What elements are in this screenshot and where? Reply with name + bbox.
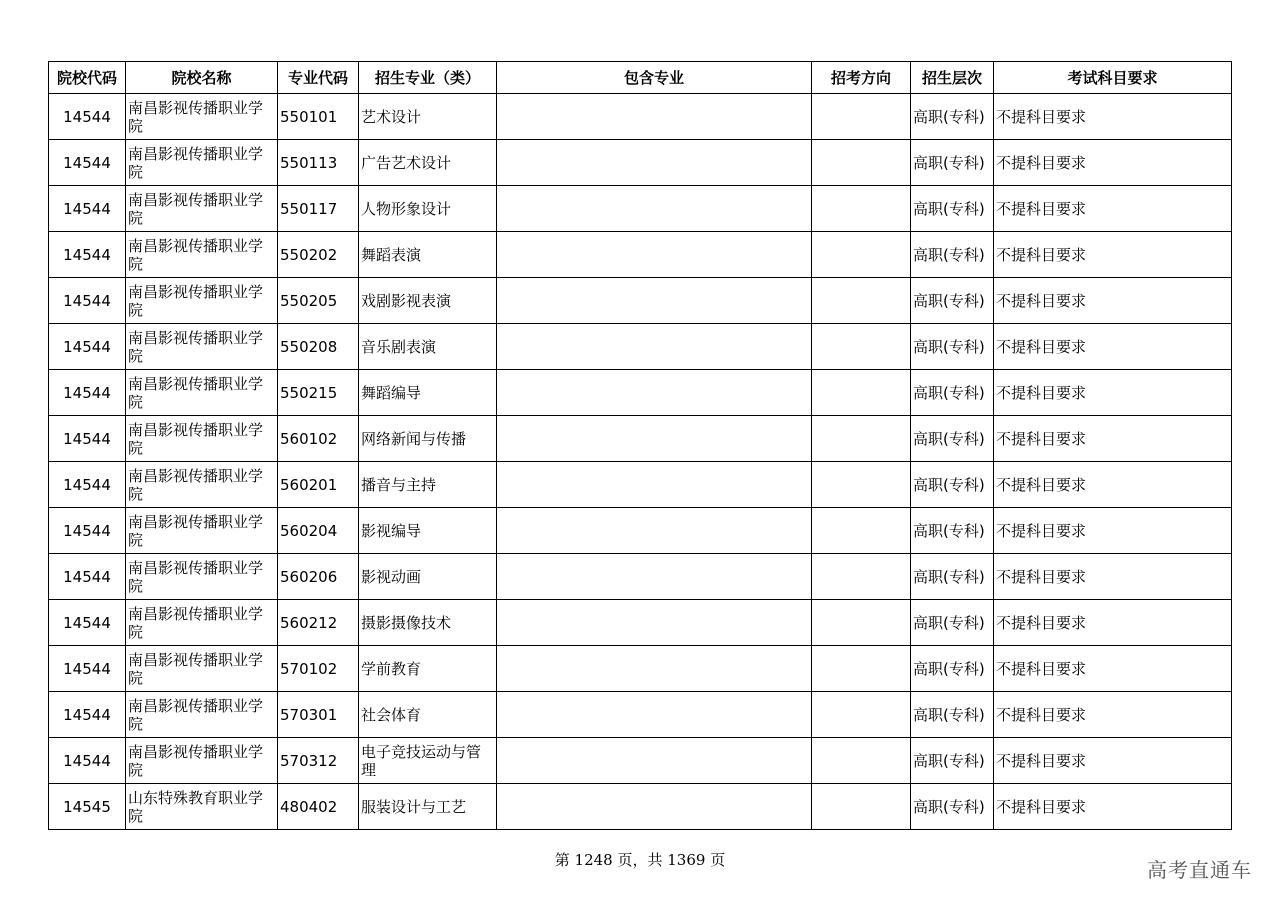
cell-major-code: 560201: [278, 462, 359, 508]
table-body: [49, 94, 1232, 830]
cell-level: 高职(专科): [911, 278, 994, 324]
cell-includes: [497, 508, 812, 554]
cell-includes: [497, 692, 812, 738]
cell-level: 高职(专科): [911, 94, 994, 140]
cell-includes: [497, 784, 812, 830]
cell-direction: [812, 692, 911, 738]
cell-requirement: 不提科目要求: [994, 278, 1232, 324]
cell-major: 影视编导: [359, 508, 497, 554]
cell-direction: [812, 186, 911, 232]
cell-school-code: 14544: [49, 692, 126, 738]
cell-major: 人物形象设计: [359, 186, 497, 232]
cell-major: 戏剧影视表演: [359, 278, 497, 324]
cell-major: 摄影摄像技术: [359, 600, 497, 646]
cell-level: 高职(专科): [911, 416, 994, 462]
cell-school-name: 南昌影视传播职业学院: [126, 370, 278, 416]
cell-direction: [812, 370, 911, 416]
cell-direction: [812, 324, 911, 370]
cell-direction: [812, 738, 911, 784]
table-row: [49, 692, 1232, 738]
cell-includes: [497, 94, 812, 140]
cell-includes: [497, 600, 812, 646]
cell-school-name: 南昌影视传播职业学院: [126, 508, 278, 554]
table-row: [49, 600, 1232, 646]
header-major: 招生专业（类）: [359, 62, 497, 94]
cell-requirement: 不提科目要求: [994, 692, 1232, 738]
table-row: [49, 554, 1232, 600]
cell-major: 舞蹈表演: [359, 232, 497, 278]
cell-includes: [497, 324, 812, 370]
cell-major-code: 550215: [278, 370, 359, 416]
watermark: 高考直通车: [1147, 858, 1252, 882]
cell-includes: [497, 462, 812, 508]
cell-major-code: 570301: [278, 692, 359, 738]
cell-level: 高职(专科): [911, 508, 994, 554]
header-school-name: 院校名称: [126, 62, 278, 94]
cell-requirement: 不提科目要求: [994, 140, 1232, 186]
cell-includes: [497, 554, 812, 600]
cell-major-code: 550101: [278, 94, 359, 140]
cell-requirement: 不提科目要求: [994, 370, 1232, 416]
cell-major: 艺术设计: [359, 94, 497, 140]
cell-major: 舞蹈编导: [359, 370, 497, 416]
table-row: [49, 784, 1232, 830]
cell-major-code: 570102: [278, 646, 359, 692]
cell-school-name: 山东特殊教育职业学院: [126, 784, 278, 830]
cell-major: 服装设计与工艺: [359, 784, 497, 830]
cell-school-code: 14544: [49, 140, 126, 186]
cell-school-name: 南昌影视传播职业学院: [126, 140, 278, 186]
cell-requirement: 不提科目要求: [994, 324, 1232, 370]
cell-requirement: 不提科目要求: [994, 232, 1232, 278]
cell-requirement: 不提科目要求: [994, 416, 1232, 462]
cell-level: 高职(专科): [911, 370, 994, 416]
cell-school-name: 南昌影视传播职业学院: [126, 186, 278, 232]
cell-requirement: 不提科目要求: [994, 462, 1232, 508]
cell-includes: [497, 186, 812, 232]
cell-school-code: 14544: [49, 738, 126, 784]
page-total: 共 1369 页: [647, 851, 726, 869]
cell-major: 广告艺术设计: [359, 140, 497, 186]
cell-major: 播音与主持: [359, 462, 497, 508]
cell-school-code: 14544: [49, 186, 126, 232]
cell-requirement: 不提科目要求: [994, 554, 1232, 600]
cell-direction: [812, 278, 911, 324]
table-row: [49, 94, 1232, 140]
table-row: [49, 416, 1232, 462]
cell-direction: [812, 462, 911, 508]
cell-direction: [812, 94, 911, 140]
table-row: [49, 646, 1232, 692]
cell-requirement: 不提科目要求: [994, 600, 1232, 646]
header-requirement: 考试科目要求: [994, 62, 1232, 94]
cell-major: 音乐剧表演: [359, 324, 497, 370]
table-row: [49, 186, 1232, 232]
cell-major: 电子竞技运动与管理: [359, 738, 497, 784]
cell-school-code: 14544: [49, 278, 126, 324]
cell-includes: [497, 140, 812, 186]
cell-school-code: 14544: [49, 232, 126, 278]
cell-school-name: 南昌影视传播职业学院: [126, 278, 278, 324]
table-row: [49, 324, 1232, 370]
cell-school-name: 南昌影视传播职业学院: [126, 324, 278, 370]
table-header-row: [49, 62, 1232, 94]
cell-major-code: 560212: [278, 600, 359, 646]
cell-school-code: 14544: [49, 462, 126, 508]
cell-level: 高职(专科): [911, 324, 994, 370]
header-level: 招生层次: [911, 62, 994, 94]
cell-major-code: 570312: [278, 738, 359, 784]
page-number: 第 1248 页，: [554, 851, 648, 869]
cell-direction: [812, 416, 911, 462]
cell-school-code: 14544: [49, 508, 126, 554]
table-row: [49, 738, 1232, 784]
cell-major-code: 550202: [278, 232, 359, 278]
cell-includes: [497, 232, 812, 278]
cell-school-name: 南昌影视传播职业学院: [126, 416, 278, 462]
table-row: [49, 462, 1232, 508]
page-footer: [0, 849, 1280, 870]
cell-school-code: 14544: [49, 324, 126, 370]
table-row: [49, 278, 1232, 324]
cell-includes: [497, 416, 812, 462]
cell-includes: [497, 646, 812, 692]
cell-requirement: 不提科目要求: [994, 508, 1232, 554]
cell-school-name: 南昌影视传播职业学院: [126, 646, 278, 692]
cell-school-name: 南昌影视传播职业学院: [126, 692, 278, 738]
cell-major-code: 550117: [278, 186, 359, 232]
table-row: [49, 508, 1232, 554]
header-includes: 包含专业: [497, 62, 812, 94]
cell-direction: [812, 600, 911, 646]
cell-level: 高职(专科): [911, 784, 994, 830]
cell-requirement: 不提科目要求: [994, 738, 1232, 784]
cell-level: 高职(专科): [911, 232, 994, 278]
cell-level: 高职(专科): [911, 692, 994, 738]
cell-major-code: 560204: [278, 508, 359, 554]
cell-major: 网络新闻与传播: [359, 416, 497, 462]
cell-direction: [812, 140, 911, 186]
cell-school-code: 14544: [49, 370, 126, 416]
cell-major-code: 550113: [278, 140, 359, 186]
cell-school-code: 14544: [49, 600, 126, 646]
cell-school-code: 14544: [49, 646, 126, 692]
cell-major: 社会体育: [359, 692, 497, 738]
cell-major-code: 480402: [278, 784, 359, 830]
cell-direction: [812, 784, 911, 830]
header-major-code: 专业代码: [278, 62, 359, 94]
cell-level: 高职(专科): [911, 140, 994, 186]
cell-level: 高职(专科): [911, 646, 994, 692]
cell-major-code: 550205: [278, 278, 359, 324]
cell-requirement: 不提科目要求: [994, 94, 1232, 140]
cell-direction: [812, 232, 911, 278]
cell-includes: [497, 278, 812, 324]
cell-school-name: 南昌影视传播职业学院: [126, 554, 278, 600]
header-school-code: 院校代码: [49, 62, 126, 94]
cell-level: 高职(专科): [911, 462, 994, 508]
cell-school-code: 14544: [49, 416, 126, 462]
cell-major-code: 550208: [278, 324, 359, 370]
cell-requirement: 不提科目要求: [994, 186, 1232, 232]
cell-school-code: 14544: [49, 554, 126, 600]
cell-major-code: 560102: [278, 416, 359, 462]
cell-direction: [812, 508, 911, 554]
table-row: [49, 140, 1232, 186]
cell-includes: [497, 738, 812, 784]
cell-includes: [497, 370, 812, 416]
cell-level: 高职(专科): [911, 600, 994, 646]
cell-school-name: 南昌影视传播职业学院: [126, 94, 278, 140]
cell-major: 学前教育: [359, 646, 497, 692]
cell-level: 高职(专科): [911, 738, 994, 784]
cell-school-name: 南昌影视传播职业学院: [126, 738, 278, 784]
cell-major-code: 560206: [278, 554, 359, 600]
cell-school-name: 南昌影视传播职业学院: [126, 600, 278, 646]
table-row: [49, 232, 1232, 278]
cell-direction: [812, 646, 911, 692]
header-direction: 招考方向: [812, 62, 911, 94]
cell-school-code: 14544: [49, 94, 126, 140]
cell-school-name: 南昌影视传播职业学院: [126, 232, 278, 278]
cell-requirement: 不提科目要求: [994, 646, 1232, 692]
cell-level: 高职(专科): [911, 554, 994, 600]
admissions-table: [48, 61, 1232, 830]
cell-level: 高职(专科): [911, 186, 994, 232]
cell-school-code: 14545: [49, 784, 126, 830]
cell-requirement: 不提科目要求: [994, 784, 1232, 830]
cell-direction: [812, 554, 911, 600]
cell-school-name: 南昌影视传播职业学院: [126, 462, 278, 508]
table-row: [49, 370, 1232, 416]
cell-major: 影视动画: [359, 554, 497, 600]
